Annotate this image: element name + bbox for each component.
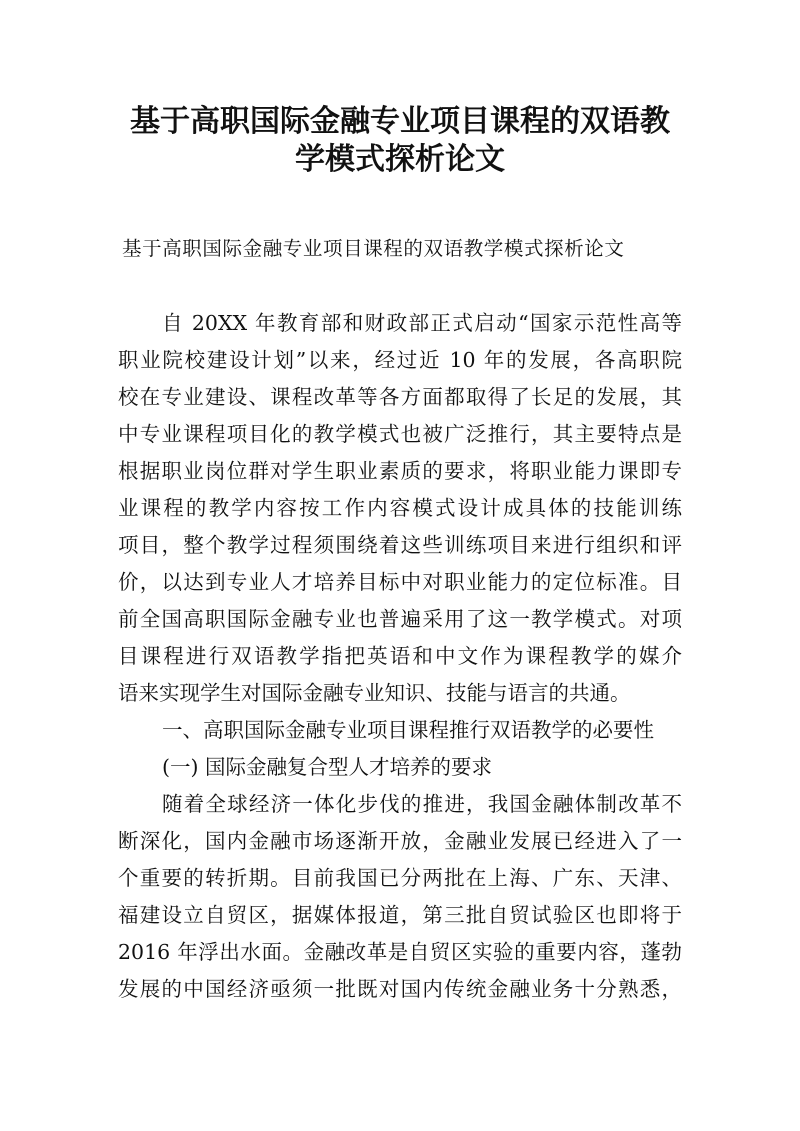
body-line: 根据职业岗位群对学生职业素质的要求，将职业能力课即专	[118, 459, 682, 483]
body-line: 随着全球经济一体化步伐的推进，我国金融体制改革不	[162, 792, 682, 816]
body-line: 目课程进行双语教学指把英语和中文作为课程教学的媒介	[118, 644, 682, 668]
body-line: 校在专业建设、课程改革等各方面都取得了长足的发展，其	[118, 385, 682, 409]
body-line: 前全国高职国际金融专业也普遍采用了这一教学模式。对项	[118, 607, 682, 631]
body-line: 2016 年浮出水面。金融改革是自贸区实验的重要内容，蓬勃	[118, 940, 682, 964]
body-line: 断深化，国内金融市场逐渐开放，金融业发展已经进入了一	[118, 829, 682, 853]
document-title-line-2: 学模式探析论文	[295, 142, 505, 177]
body-line: 职业院校建设计划”以来，经过近 10 年的发展，各高职院	[118, 348, 682, 372]
body-line: 业课程的教学内容按工作内容模式设计成具体的技能训练	[118, 496, 682, 520]
body-line: 语来实现学生对国际金融专业知识、技能与语言的共通。	[118, 681, 631, 705]
subsection-heading: (一) 国际金融复合型人才培养的要求	[162, 755, 493, 779]
body-line: 个重要的转折期。目前我国已分两批在上海、广东、天津、	[118, 866, 682, 890]
document-title-line-1: 基于高职国际金融专业项目课程的双语教	[130, 104, 670, 139]
document-subtitle: 基于高职国际金融专业项目课程的双语教学模式探析论文	[122, 237, 625, 260]
body-line: 自 20XX 年教育部和财政部正式启动“国家示范性高等	[162, 311, 682, 335]
body-line: 价，以达到专业人才培养目标中对职业能力的定位标准。目	[118, 570, 682, 594]
section-heading: 一、高职国际金融专业项目课程推行双语教学的必要性	[162, 718, 654, 742]
body-line: 福建设立自贸区，据媒体报道，第三批自贸试验区也即将于	[118, 903, 682, 927]
body-line: 中专业课程项目化的教学模式也被广泛推行，其主要特点是	[118, 422, 682, 446]
body-line: 项目，整个教学过程须围绕着这些训练项目来进行组织和评	[118, 533, 682, 557]
body-line: 发展的中国经济亟须一批既对国内传统金融业务十分熟悉，	[118, 977, 682, 1001]
